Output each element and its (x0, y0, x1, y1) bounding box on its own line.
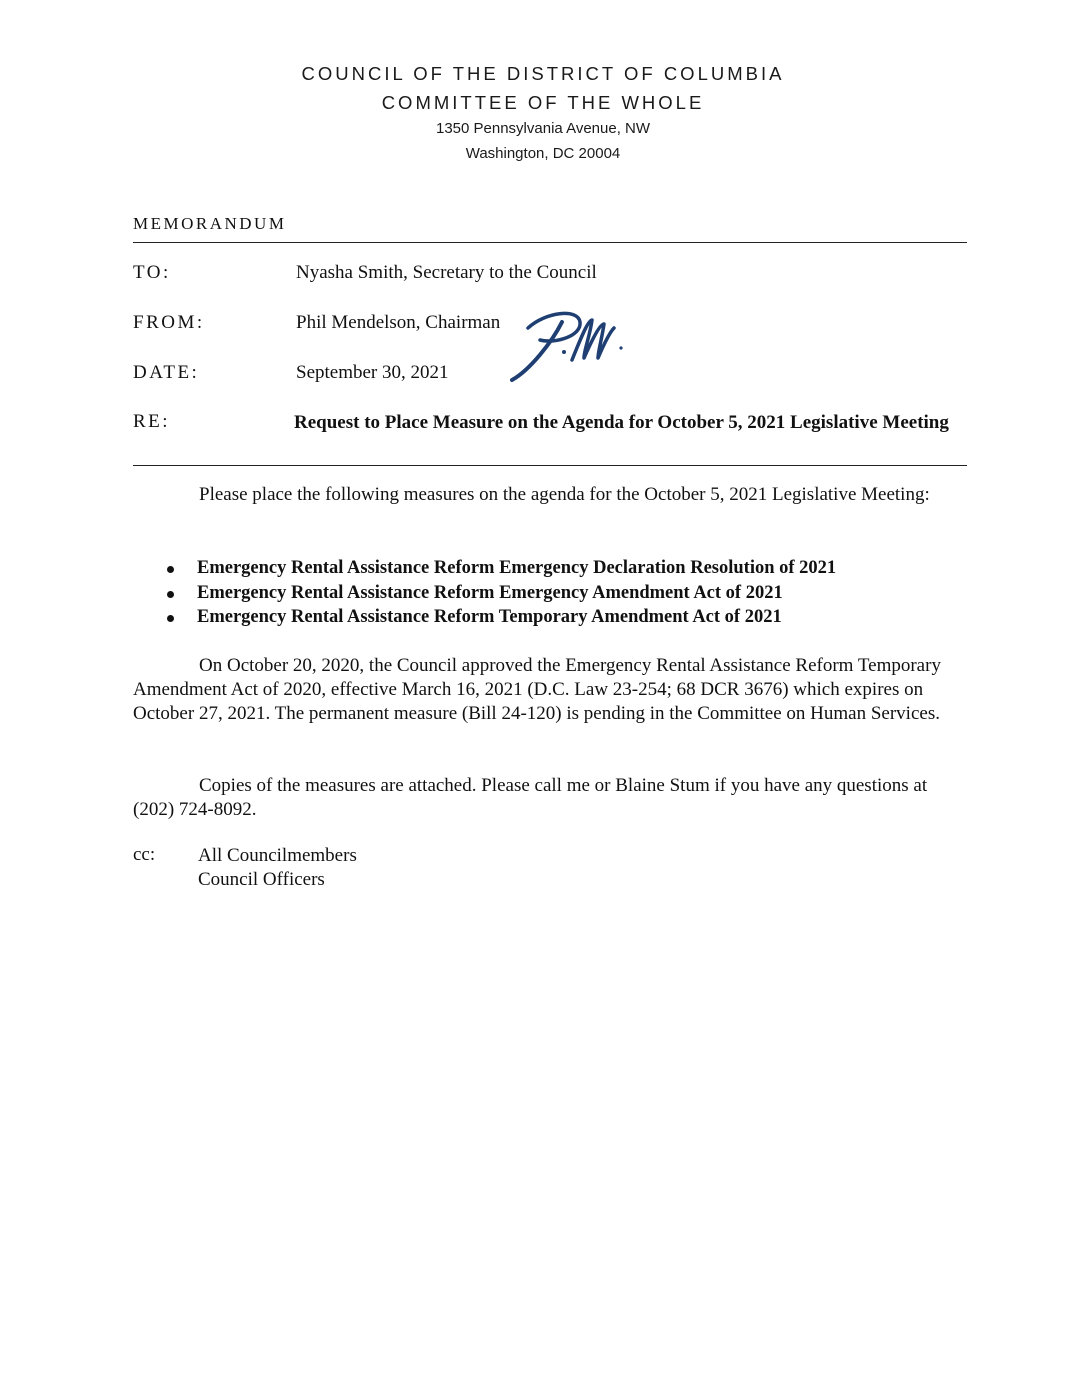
letterhead-council-name: COUNCIL OF THE DISTRICT OF COLUMBIA (301, 63, 785, 84)
from-value: Phil Mendelson, Chairman (296, 312, 501, 333)
intro-paragraph: Please place the following measures on the agenda for the October 5, 2021 Legislative Meeting: (199, 484, 930, 505)
memorandum-label: MEMORANDUM (133, 214, 287, 233)
contact-paragraph: Copies of the measures are attached. Please call me or Blaine Stum if you have any questions at (202) 724-8092. (133, 775, 928, 820)
list-item: Emergency Rental Assistance Reform Temporary Amendment Act of 2021 (133, 605, 969, 630)
measures-list (133, 556, 969, 630)
letterhead-city-address: Washington, DC 20004 (465, 145, 621, 162)
list-item: Emergency Rental Assistance Reform Emergency Amendment Act of 2021 (133, 581, 969, 606)
letterhead-committee-name: COMMITTEE OF THE WHOLE (381, 92, 705, 113)
bottom-divider (133, 465, 967, 466)
background-paragraph: On October 20, 2020, the Council approved the Emergency Rental Assistance Reform Temporary Amendment Act of 2020, effective March 16, 2021 (D.C. Law 23-254; 68 DCR 3676) which expires on October 27, 2021. The permanent measure (Bill 24-120) is pending in the Committee on Human Services. (133, 655, 941, 724)
top-divider (133, 242, 967, 243)
letterhead-street-address: 1350 Pennsylvania Avenue, NW (435, 120, 651, 137)
bullet-icon (167, 615, 174, 622)
date-value: September 30, 2021 (296, 362, 449, 383)
bullet-icon (167, 591, 174, 598)
re-value: Request to Place Measure on the Agenda for October 5, 2021 Legislative Meeting (294, 412, 949, 433)
cc-recipients (198, 844, 357, 892)
re-label: RE: (133, 411, 171, 432)
cc-label: cc: (133, 844, 156, 865)
list-item: Emergency Rental Assistance Reform Emergency Declaration Resolution of 2021 (133, 556, 969, 581)
bullet-icon (167, 566, 174, 573)
handwritten-signature (500, 300, 630, 390)
cc-recipient: Council Officers (198, 869, 325, 890)
to-value: Nyasha Smith, Secretary to the Council (296, 262, 597, 283)
to-label: TO: (133, 262, 171, 283)
cc-recipient: All Councilmembers (198, 845, 357, 866)
from-label: FROM: (133, 312, 205, 333)
date-label: DATE: (133, 362, 200, 383)
